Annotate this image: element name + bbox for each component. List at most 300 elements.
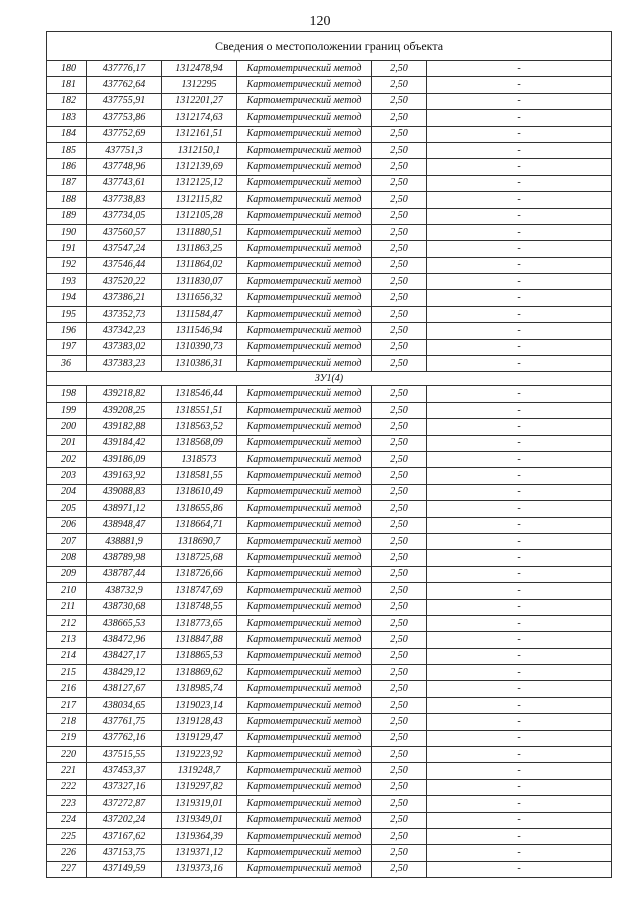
cell-coord-y: 1318546,44 [162, 386, 237, 402]
cell-point-number: 217 [47, 697, 87, 713]
cell-coord-x: 438429,12 [87, 665, 162, 681]
table-row [47, 468, 612, 484]
cell-coord-x: 437743,61 [87, 175, 162, 191]
cell-coord-x: 437167,62 [87, 828, 162, 844]
table-row [47, 290, 612, 306]
cell-method: Картометрический метод [237, 290, 372, 306]
cell-method: Картометрический метод [237, 517, 372, 533]
cell-coord-y: 1318726,66 [162, 566, 237, 582]
cell-method: Картометрический метод [237, 501, 372, 517]
cell-precision: 2,50 [372, 126, 427, 142]
cell-point-number: 218 [47, 714, 87, 730]
cell-precision: 2,50 [372, 533, 427, 549]
cell-precision: 2,50 [372, 468, 427, 484]
cell-method: Картометрический метод [237, 241, 372, 257]
cell-point-number: 214 [47, 648, 87, 664]
cell-coord-x: 437751,3 [87, 142, 162, 158]
cell-method: Картометрический метод [237, 812, 372, 828]
cell-description: - [427, 110, 612, 126]
cell-description: - [427, 812, 612, 828]
cell-point-number: 213 [47, 632, 87, 648]
cell-coord-y: 1319364,39 [162, 828, 237, 844]
cell-precision: 2,50 [372, 159, 427, 175]
cell-point-number: 199 [47, 402, 87, 418]
table-row [47, 599, 612, 615]
cell-description: - [427, 451, 612, 467]
cell-description: - [427, 159, 612, 175]
cell-description: - [427, 241, 612, 257]
cell-point-number: 206 [47, 517, 87, 533]
table-row [47, 632, 612, 648]
cell-coord-y: 1311656,32 [162, 290, 237, 306]
cell-method: Картометрический метод [237, 192, 372, 208]
table-row [47, 615, 612, 631]
cell-coord-x: 437149,59 [87, 861, 162, 877]
cell-point-number: 193 [47, 274, 87, 290]
cell-point-number: 192 [47, 257, 87, 273]
cell-coord-y: 1312150,1 [162, 142, 237, 158]
cell-coord-x: 439218,82 [87, 386, 162, 402]
cell-coord-y: 1311863,25 [162, 241, 237, 257]
cell-point-number: 216 [47, 681, 87, 697]
cell-description: - [427, 126, 612, 142]
cell-coord-y: 1311546,94 [162, 323, 237, 339]
cell-coord-x: 437560,57 [87, 224, 162, 240]
cell-method: Картометрический метод [237, 142, 372, 158]
cell-precision: 2,50 [372, 77, 427, 93]
cell-point-number: 195 [47, 306, 87, 322]
cell-point-number: 212 [47, 615, 87, 631]
cell-description: - [427, 402, 612, 418]
cell-coord-x: 437453,37 [87, 763, 162, 779]
cell-description: - [427, 665, 612, 681]
cell-description: - [427, 323, 612, 339]
cell-method: Картометрический метод [237, 681, 372, 697]
cell-precision: 2,50 [372, 599, 427, 615]
cell-method: Картометрический метод [237, 386, 372, 402]
cell-precision: 2,50 [372, 257, 427, 273]
cell-precision: 2,50 [372, 290, 427, 306]
table-row [47, 77, 612, 93]
cell-description: - [427, 779, 612, 795]
cell-coord-x: 439186,09 [87, 451, 162, 467]
cell-method: Картометрический метод [237, 484, 372, 500]
cell-coord-x: 439182,88 [87, 419, 162, 435]
cell-method: Картометрический метод [237, 93, 372, 109]
cell-coord-y: 1312115,82 [162, 192, 237, 208]
cell-description: - [427, 77, 612, 93]
cell-coord-x: 437202,24 [87, 812, 162, 828]
table-row [47, 451, 612, 467]
cell-method: Картометрический метод [237, 110, 372, 126]
cell-coord-x: 437753,86 [87, 110, 162, 126]
cell-precision: 2,50 [372, 747, 427, 763]
table-row [47, 126, 612, 142]
cell-description: - [427, 550, 612, 566]
cell-precision: 2,50 [372, 632, 427, 648]
cell-precision: 2,50 [372, 61, 427, 77]
cell-coord-x: 437383,23 [87, 356, 162, 372]
cell-coord-y: 1311880,51 [162, 224, 237, 240]
cell-coord-y: 1312174,63 [162, 110, 237, 126]
table-row [47, 323, 612, 339]
cell-method: Картометрический метод [237, 828, 372, 844]
cell-description: - [427, 435, 612, 451]
cell-method: Картометрический метод [237, 356, 372, 372]
table-row [47, 61, 612, 77]
cell-point-number: 219 [47, 730, 87, 746]
cell-method: Картометрический метод [237, 550, 372, 566]
table-row [47, 517, 612, 533]
cell-method: Картометрический метод [237, 665, 372, 681]
cell-description: - [427, 828, 612, 844]
cell-coord-y: 1312105,28 [162, 208, 237, 224]
cell-precision: 2,50 [372, 681, 427, 697]
cell-description: - [427, 861, 612, 877]
cell-point-number: 196 [47, 323, 87, 339]
cell-description: - [427, 61, 612, 77]
boundary-coordinates-table [46, 31, 612, 878]
cell-coord-y: 1318610,49 [162, 484, 237, 500]
cell-description: - [427, 730, 612, 746]
cell-precision: 2,50 [372, 763, 427, 779]
cell-precision: 2,50 [372, 517, 427, 533]
cell-point-number: 183 [47, 110, 87, 126]
table-row [47, 339, 612, 355]
cell-coord-y: 1318865,53 [162, 648, 237, 664]
cell-method: Картометрический метод [237, 747, 372, 763]
cell-description: - [427, 747, 612, 763]
cell-description: - [427, 599, 612, 615]
cell-coord-y: 1319023,14 [162, 697, 237, 713]
cell-coord-y: 1319373,16 [162, 861, 237, 877]
cell-description: - [427, 533, 612, 549]
cell-precision: 2,50 [372, 224, 427, 240]
cell-coord-y: 1311864,02 [162, 257, 237, 273]
cell-coord-y: 1318573 [162, 451, 237, 467]
table-row [47, 697, 612, 713]
cell-point-number: 181 [47, 77, 87, 93]
cell-method: Картометрический метод [237, 615, 372, 631]
table-row [47, 192, 612, 208]
table-row [47, 533, 612, 549]
cell-coord-x: 438665,53 [87, 615, 162, 631]
table-row [47, 861, 612, 877]
cell-description: - [427, 796, 612, 812]
cell-precision: 2,50 [372, 93, 427, 109]
table-row [47, 484, 612, 500]
cell-point-number: 215 [47, 665, 87, 681]
cell-method: Картометрический метод [237, 583, 372, 599]
cell-coord-y: 1312201,27 [162, 93, 237, 109]
cell-description: - [427, 468, 612, 484]
cell-coord-y: 1319297,82 [162, 779, 237, 795]
cell-precision: 2,50 [372, 339, 427, 355]
cell-coord-x: 438127,67 [87, 681, 162, 697]
table-row [47, 566, 612, 582]
cell-method: Картометрический метод [237, 419, 372, 435]
cell-description: - [427, 681, 612, 697]
cell-precision: 2,50 [372, 241, 427, 257]
table-row [47, 747, 612, 763]
cell-point-number: 227 [47, 861, 87, 877]
cell-point-number: 221 [47, 763, 87, 779]
cell-description: - [427, 648, 612, 664]
cell-coord-x: 438948,47 [87, 517, 162, 533]
cell-description: - [427, 615, 612, 631]
cell-coord-x: 437153,75 [87, 845, 162, 861]
table-row [47, 386, 612, 402]
cell-description: - [427, 93, 612, 109]
cell-coord-x: 437383,02 [87, 339, 162, 355]
cell-method: Картометрический метод [237, 77, 372, 93]
table-row [47, 845, 612, 861]
cell-coord-x: 437515,55 [87, 747, 162, 763]
cell-precision: 2,50 [372, 323, 427, 339]
cell-point-number: 220 [47, 747, 87, 763]
table-row [47, 419, 612, 435]
cell-coord-y: 1319349,01 [162, 812, 237, 828]
cell-coord-y: 1312161,51 [162, 126, 237, 142]
table-row [47, 550, 612, 566]
cell-coord-y: 1318581,55 [162, 468, 237, 484]
cell-description: - [427, 845, 612, 861]
section-row [47, 372, 612, 386]
cell-point-number: 189 [47, 208, 87, 224]
cell-precision: 2,50 [372, 648, 427, 664]
cell-description: - [427, 697, 612, 713]
cell-coord-x: 438034,65 [87, 697, 162, 713]
cell-coord-x: 438787,44 [87, 566, 162, 582]
section-label: ЗУ1(4) [47, 372, 612, 386]
cell-coord-x: 437755,91 [87, 93, 162, 109]
cell-point-number: 224 [47, 812, 87, 828]
cell-coord-y: 1319248,7 [162, 763, 237, 779]
cell-precision: 2,50 [372, 779, 427, 795]
cell-coord-x: 438789,98 [87, 550, 162, 566]
cell-coord-y: 1312139,69 [162, 159, 237, 175]
cell-precision: 2,50 [372, 845, 427, 861]
table-row [47, 93, 612, 109]
table-row [47, 257, 612, 273]
cell-method: Картометрический метод [237, 451, 372, 467]
table-row [47, 224, 612, 240]
cell-coord-y: 1318568,09 [162, 435, 237, 451]
cell-description: - [427, 356, 612, 372]
table-row [47, 142, 612, 158]
cell-precision: 2,50 [372, 615, 427, 631]
cell-point-number: 202 [47, 451, 87, 467]
cell-coord-x: 437327,16 [87, 779, 162, 795]
cell-method: Картометрический метод [237, 714, 372, 730]
cell-point-number: 190 [47, 224, 87, 240]
cell-description: - [427, 274, 612, 290]
cell-method: Картометрический метод [237, 845, 372, 861]
table-title: Сведения о местоположении границ объекта [47, 32, 612, 61]
cell-point-number: 226 [47, 845, 87, 861]
cell-coord-y: 1319223,92 [162, 747, 237, 763]
cell-coord-x: 437352,73 [87, 306, 162, 322]
cell-precision: 2,50 [372, 142, 427, 158]
cell-description: - [427, 290, 612, 306]
cell-method: Картометрический метод [237, 861, 372, 877]
boundary-coordinates-sheet [46, 31, 611, 878]
cell-method: Картометрический метод [237, 257, 372, 273]
table-row [47, 501, 612, 517]
cell-point-number: 225 [47, 828, 87, 844]
cell-coord-x: 437734,05 [87, 208, 162, 224]
cell-coord-y: 1319371,12 [162, 845, 237, 861]
cell-method: Картометрический метод [237, 306, 372, 322]
cell-description: - [427, 386, 612, 402]
cell-precision: 2,50 [372, 812, 427, 828]
cell-coord-x: 439088,83 [87, 484, 162, 500]
cell-point-number: 203 [47, 468, 87, 484]
table-row [47, 648, 612, 664]
cell-point-number: 205 [47, 501, 87, 517]
cell-method: Картометрический метод [237, 175, 372, 191]
cell-method: Картометрический метод [237, 159, 372, 175]
cell-coord-y: 1311584,47 [162, 306, 237, 322]
cell-method: Картометрический метод [237, 697, 372, 713]
cell-coord-x: 439208,25 [87, 402, 162, 418]
cell-coord-y: 1318747,69 [162, 583, 237, 599]
table-row [47, 763, 612, 779]
cell-coord-x: 438472,96 [87, 632, 162, 648]
cell-precision: 2,50 [372, 828, 427, 844]
cell-precision: 2,50 [372, 550, 427, 566]
cell-precision: 2,50 [372, 566, 427, 582]
cell-method: Картометрический метод [237, 533, 372, 549]
cell-point-number: 201 [47, 435, 87, 451]
cell-coord-x: 437761,75 [87, 714, 162, 730]
cell-precision: 2,50 [372, 730, 427, 746]
cell-coord-y: 1319129,47 [162, 730, 237, 746]
table-row [47, 812, 612, 828]
table-row [47, 779, 612, 795]
cell-description: - [427, 419, 612, 435]
cell-precision: 2,50 [372, 402, 427, 418]
cell-description: - [427, 763, 612, 779]
cell-coord-y: 1318847,88 [162, 632, 237, 648]
table-row [47, 306, 612, 322]
cell-precision: 2,50 [372, 208, 427, 224]
cell-coord-x: 437752,69 [87, 126, 162, 142]
cell-coord-y: 1312125,12 [162, 175, 237, 191]
cell-description: - [427, 583, 612, 599]
cell-point-number: 185 [47, 142, 87, 158]
cell-precision: 2,50 [372, 484, 427, 500]
cell-coord-y: 1318690,7 [162, 533, 237, 549]
cell-precision: 2,50 [372, 306, 427, 322]
cell-point-number: 207 [47, 533, 87, 549]
cell-coord-x: 437748,96 [87, 159, 162, 175]
cell-point-number: 184 [47, 126, 87, 142]
cell-point-number: 204 [47, 484, 87, 500]
table-row [47, 714, 612, 730]
cell-precision: 2,50 [372, 192, 427, 208]
cell-coord-x: 438881,9 [87, 533, 162, 549]
cell-coord-y: 1318655,86 [162, 501, 237, 517]
cell-description: - [427, 517, 612, 533]
cell-precision: 2,50 [372, 274, 427, 290]
cell-precision: 2,50 [372, 714, 427, 730]
cell-description: - [427, 192, 612, 208]
cell-description: - [427, 566, 612, 582]
cell-coord-y: 1318725,68 [162, 550, 237, 566]
cell-precision: 2,50 [372, 501, 427, 517]
cell-coord-x: 437520,22 [87, 274, 162, 290]
cell-precision: 2,50 [372, 110, 427, 126]
cell-coord-y: 1318551,51 [162, 402, 237, 418]
cell-point-number: 191 [47, 241, 87, 257]
table-row [47, 681, 612, 697]
cell-point-number: 187 [47, 175, 87, 191]
cell-coord-x: 439163,92 [87, 468, 162, 484]
cell-method: Картометрический метод [237, 224, 372, 240]
cell-point-number: 197 [47, 339, 87, 355]
cell-coord-y: 1312295 [162, 77, 237, 93]
cell-point-number: 211 [47, 599, 87, 615]
cell-point-number: 180 [47, 61, 87, 77]
cell-coord-y: 1318664,71 [162, 517, 237, 533]
cell-coord-x: 437546,44 [87, 257, 162, 273]
cell-precision: 2,50 [372, 386, 427, 402]
table-body [47, 32, 612, 878]
cell-coord-x: 438732,9 [87, 583, 162, 599]
cell-method: Картометрический метод [237, 648, 372, 664]
cell-coord-y: 1318563,52 [162, 419, 237, 435]
table-row [47, 435, 612, 451]
cell-method: Картометрический метод [237, 796, 372, 812]
cell-point-number: 200 [47, 419, 87, 435]
cell-coord-x: 438427,17 [87, 648, 162, 664]
cell-coord-y: 1318869,62 [162, 665, 237, 681]
cell-coord-x: 438971,12 [87, 501, 162, 517]
cell-description: - [427, 208, 612, 224]
cell-precision: 2,50 [372, 435, 427, 451]
table-title-row [47, 32, 612, 61]
cell-coord-x: 437272,87 [87, 796, 162, 812]
cell-point-number: 223 [47, 796, 87, 812]
cell-precision: 2,50 [372, 451, 427, 467]
cell-coord-x: 439184,42 [87, 435, 162, 451]
cell-method: Картометрический метод [237, 208, 372, 224]
cell-description: - [427, 142, 612, 158]
cell-coord-y: 1318748,55 [162, 599, 237, 615]
cell-description: - [427, 175, 612, 191]
table-row [47, 159, 612, 175]
cell-method: Картометрический метод [237, 566, 372, 582]
cell-precision: 2,50 [372, 697, 427, 713]
cell-coord-y: 1312478,94 [162, 61, 237, 77]
cell-coord-x: 437762,64 [87, 77, 162, 93]
cell-method: Картометрический метод [237, 126, 372, 142]
cell-precision: 2,50 [372, 665, 427, 681]
cell-coord-y: 1318985,74 [162, 681, 237, 697]
cell-description: - [427, 306, 612, 322]
cell-method: Картометрический метод [237, 323, 372, 339]
cell-description: - [427, 224, 612, 240]
cell-description: - [427, 339, 612, 355]
table-row [47, 665, 612, 681]
cell-description: - [427, 501, 612, 517]
table-row [47, 730, 612, 746]
cell-method: Картометрический метод [237, 435, 372, 451]
cell-coord-x: 437738,83 [87, 192, 162, 208]
cell-method: Картометрический метод [237, 274, 372, 290]
cell-method: Картометрический метод [237, 763, 372, 779]
